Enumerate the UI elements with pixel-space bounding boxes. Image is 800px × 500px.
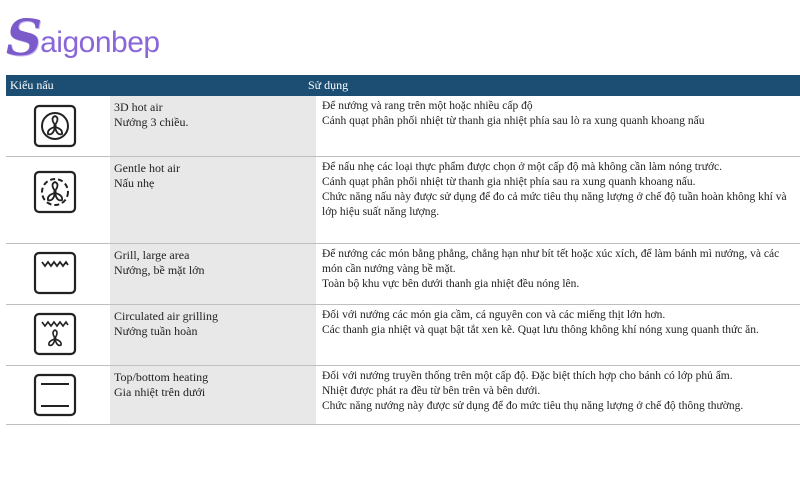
usage-line: Để nướng và rang trên một hoặc nhiều cấp độ bbox=[322, 100, 533, 112]
usage-line: Để nấu nhẹ các loại thực phẩm được chọn ở một cấp độ mà không cần làm nóng trước. bbox=[322, 161, 723, 173]
top-bottom-heating-icon bbox=[33, 373, 77, 417]
icon-cell bbox=[6, 366, 110, 424]
mode-name-vi: Gia nhiệt trên dưới bbox=[114, 385, 206, 399]
usage-cell bbox=[316, 244, 800, 304]
logo-letter-s: S bbox=[6, 8, 43, 67]
usage-line: Cánh quạt phân phối nhiệt từ thanh gia nhiệt phía sau lò ra xung quanh khoang nấu bbox=[322, 115, 705, 127]
mode-name-vi: Nướng, bề mặt lớn bbox=[114, 263, 205, 277]
mode-name-vi: Nướng 3 chiều. bbox=[114, 115, 189, 129]
usage-line: Đối với nướng truyền thống trên một cấp độ. Đặc biệt thích hợp cho bánh có lớp phủ ẩm. bbox=[322, 370, 733, 382]
mode-name-en: Grill, large area bbox=[114, 248, 190, 262]
usage-cell bbox=[316, 305, 800, 365]
table-row bbox=[6, 96, 800, 157]
icon-cell bbox=[6, 157, 110, 243]
usage-line: Đối với nướng các món gia cầm, cá nguyên con và các miếng thịt lớn hơn. bbox=[322, 309, 666, 321]
circulated-air-grilling-icon bbox=[33, 312, 77, 356]
usage-cell bbox=[316, 157, 800, 243]
usage-line: Chức năng nấu này được sử dụng để đo cả mức tiêu thụ năng lượng ở chế độ tuần hoàn không khí và lớp hiệu suất năng lượng. bbox=[322, 191, 787, 218]
header-cooking-type: Kiểu nấu bbox=[10, 78, 54, 92]
mode-name-en: Gentle hot air bbox=[114, 161, 180, 175]
mode-name-en: Top/bottom heating bbox=[114, 370, 209, 384]
saigonbep-logo bbox=[6, 8, 160, 68]
usage-cell bbox=[316, 96, 800, 156]
mode-name-vi: Nướng tuần hoàn bbox=[114, 324, 198, 338]
grill-large-area-icon bbox=[33, 251, 77, 295]
usage-line: Nhiệt được phát ra đều từ bên trên và bên dưới. bbox=[322, 385, 541, 397]
usage-cell bbox=[316, 366, 800, 424]
table-row bbox=[6, 157, 800, 244]
mode-name-cell bbox=[110, 244, 316, 304]
table-row bbox=[6, 366, 800, 425]
table-row bbox=[6, 305, 800, 366]
icon-cell bbox=[6, 96, 110, 156]
usage-line: Cánh quạt phân phối nhiệt từ thanh gia nhiệt phía sau ra xung quanh khoang nấu. bbox=[322, 176, 696, 188]
icon-cell bbox=[6, 305, 110, 365]
usage-line: Các thanh gia nhiệt và quạt bật tắt xen kẽ. Quạt lưu thông không khí nóng xung quanh thức ăn. bbox=[322, 324, 759, 336]
mode-name-en: Circulated air grilling bbox=[114, 309, 218, 323]
logo-text: aigonbep bbox=[40, 26, 160, 59]
mode-name-vi: Nấu nhẹ bbox=[114, 176, 155, 190]
usage-line: Chức năng nướng này được sử dụng để đo mức tiêu thụ năng lượng ở chế độ thông thường. bbox=[322, 400, 744, 412]
cooking-modes-table bbox=[6, 75, 800, 425]
table-header bbox=[6, 75, 800, 96]
table-row bbox=[6, 244, 800, 305]
usage-line: Để nướng các món bằng phẳng, chẳng hạn như bít tết hoặc xúc xích, để làm bánh mì nướng, và các món cần nướng vàng bề mặt. bbox=[322, 248, 780, 275]
mode-name-cell bbox=[110, 366, 316, 424]
mode-name-cell bbox=[110, 157, 316, 243]
header-usage: Sử dụng bbox=[308, 78, 349, 92]
usage-line: Toàn bộ khu vực bên dưới thanh gia nhiệt đều nóng lên. bbox=[322, 278, 580, 290]
icon-cell bbox=[6, 244, 110, 304]
gentle-hot-air-icon bbox=[33, 170, 77, 214]
mode-name-cell bbox=[110, 305, 316, 365]
mode-name-cell bbox=[110, 96, 316, 156]
3d-hot-air-icon bbox=[33, 104, 77, 148]
mode-name-en: 3D hot air bbox=[114, 100, 163, 114]
